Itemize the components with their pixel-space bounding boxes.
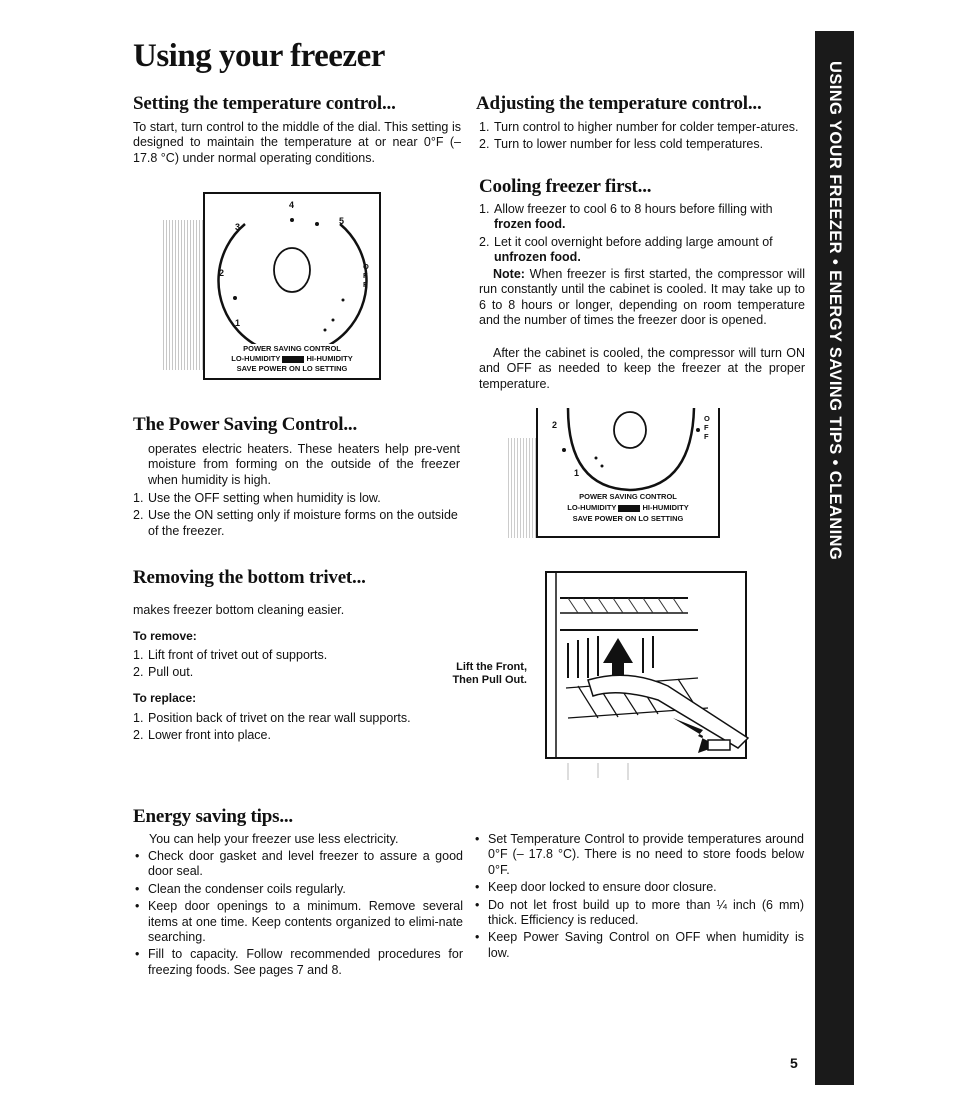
freezer-trivet-illustration <box>538 568 758 780</box>
list-item: 1. Turn control to higher number for colder temper-atures. <box>479 120 799 134</box>
trivet-text: makes freezer bottom cleaning easier. <box>133 603 345 617</box>
list-item: • Keep Power Saving Control on OFF when humidity is low. <box>475 930 804 960</box>
list-item: • Set Temperature Control to provide temperatures around 0°F (– 17.8 °C). There is no need to store foods below 0°F. <box>475 832 804 877</box>
list-item: • Keep door openings to a minimum. Remove several items at one time. Keep contents organized to elimi-nate searching. <box>135 899 463 945</box>
dial-knob <box>274 248 310 292</box>
list-item: 2. Pull out. <box>133 665 194 680</box>
trivet-replace-list <box>133 711 463 746</box>
list-item: • Check door gasket and level freezer to assure a good door seal. <box>135 849 463 879</box>
dial-caption-line1: POWER SAVING CONTROL <box>243 344 341 353</box>
dial-arc <box>219 224 367 344</box>
energy-heading: Energy saving tips... <box>133 806 293 827</box>
dial-face-svg <box>205 194 379 344</box>
section-sidebar-tab <box>815 31 854 1085</box>
dial-number-1: 1 <box>235 318 241 328</box>
list-item: 1. Lift front of trivet out of supports. <box>133 648 328 662</box>
dial-caption-line3: SAVE POWER ON LO SETTING <box>572 514 684 523</box>
dial-number-1: 1 <box>574 468 580 478</box>
dial-face-svg <box>538 408 718 498</box>
up-arrow-icon <box>603 638 633 680</box>
page-title: Using your freezer <box>133 38 385 74</box>
dial-panel <box>536 408 720 538</box>
energy-left-list <box>133 849 463 980</box>
trivet-remove-list <box>133 648 433 683</box>
sidebar-text: USING YOUR FREEZER • ENERGY SAVING TIPS • CLEANING <box>826 61 844 561</box>
dial-caption-humidity: LO-HUMIDITY HI-HUMIDITY <box>567 503 689 512</box>
list-item: 1. Position back of trivet on the rear wall supports. <box>133 711 411 725</box>
dial-illustration-large <box>163 190 383 380</box>
power-saving-list <box>133 491 461 541</box>
list-item: • Keep door locked to ensure door closure. <box>475 880 717 895</box>
list-item: 2. Let it cool overnight before adding large amount of unfrozen food. <box>479 234 773 265</box>
dial-caption-humidity: LO-HUMIDITY HI-HUMIDITY <box>231 354 353 363</box>
dial-number-2: 2 <box>219 268 225 278</box>
humidity-switch-icon <box>618 505 640 512</box>
dial-knob <box>614 412 646 448</box>
dial-number-2: 2 <box>552 420 558 430</box>
list-item: • Do not let frost build up to more than ¼ inch (6 mm) thick. Efficiency is reduced. <box>475 897 804 928</box>
dial-number-4: 4 <box>289 200 295 210</box>
adjusting-heading: Adjusting the temperature control... <box>476 93 762 114</box>
adjusting-list <box>479 120 805 155</box>
setting-text: To start, turn control to the middle of the dial. This setting is designed to maintain the temperature at or near 0°F (– 17.8 °C) under normal operating conditions. <box>133 120 461 165</box>
dial-number-5: 5 <box>339 216 345 226</box>
power-saving-heading: The Power Saving Control... <box>133 414 358 435</box>
dial-panel <box>203 192 381 380</box>
cooling-list <box>479 202 805 268</box>
list-item: • Clean the condenser coils regularly. <box>135 881 346 896</box>
humidity-switch-icon <box>282 356 304 363</box>
dial-caption-line1: POWER SAVING CONTROL <box>579 492 677 501</box>
page-number: 5 <box>790 1055 798 1071</box>
trivet-caption: Lift the Front, Then Pull Out. <box>452 661 527 686</box>
dial-number-3: 3 <box>235 222 241 232</box>
dial-off-label: OFF <box>363 262 369 289</box>
shadow-texture <box>163 220 207 370</box>
dial-off-label: OFF <box>704 414 710 441</box>
list-item: • Fill to capacity. Follow recommended procedures for freezing foods. See pages 7 and 8. <box>135 947 463 977</box>
list-item: 2. Turn to lower number for less cold temperatures. <box>479 137 764 152</box>
hand-icon <box>588 675 748 748</box>
trivet-replace-label: To replace: <box>133 691 197 705</box>
setting-heading: Setting the temperature control... <box>133 93 396 114</box>
cooling-after-text: After the cabinet is cooled, the compressor will turn ON and OFF as needed to keep the freezer at the proper temperature. <box>479 346 805 391</box>
energy-intro: You can help your freezer use less electricity. <box>149 832 399 846</box>
list-item: 2. Use the ON setting only if moisture forms on the outside of the freezer. <box>133 508 458 538</box>
cooling-note: Note: When freezer is first started, the compressor will run constantly until the cabinet is cooled. It may take up to 6 to 8 hours or longer, depending on room temperature and the number of times the freezer door is opened. <box>479 267 805 328</box>
energy-right-list <box>473 832 804 963</box>
power-saving-text: operates electric heaters. These heaters help pre-vent moisture from forming on the outside of the freezer when humidity is high. <box>148 442 460 487</box>
dial-caption-line3: SAVE POWER ON LO SETTING <box>236 364 348 373</box>
list-item: 1. Allow freezer to cool 6 to 8 hours before filling with frozen food. <box>479 202 773 232</box>
trivet-remove-label: To remove: <box>133 629 197 643</box>
dial-illustration-small <box>508 408 720 540</box>
trivet-heading: Removing the bottom trivet... <box>133 567 366 588</box>
list-item: 2. Lower front into place. <box>133 728 271 743</box>
cooling-heading: Cooling freezer first... <box>479 176 652 197</box>
list-item: 1. Use the OFF setting when humidity is low. <box>133 491 381 505</box>
dial-arc <box>568 408 694 490</box>
